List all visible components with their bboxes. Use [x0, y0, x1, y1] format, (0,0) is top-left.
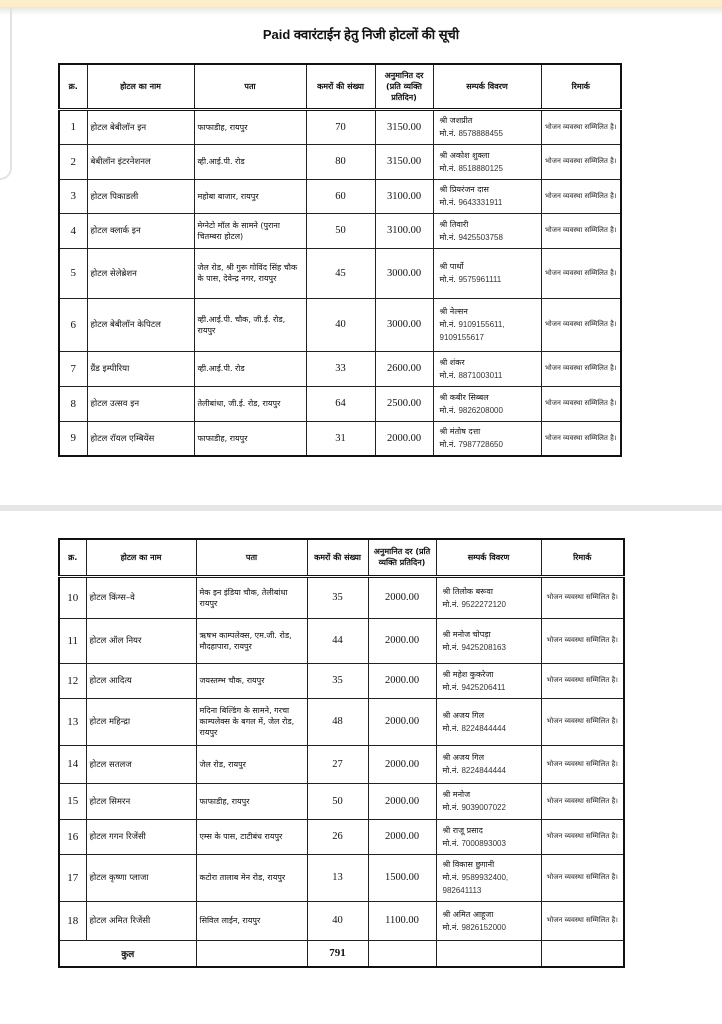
header-row	[59, 64, 621, 109]
mobile-prefix: मो.नं.	[439, 320, 456, 329]
table-row	[59, 576, 624, 618]
room-count: 60	[306, 179, 375, 213]
remark: भोजन व्यवस्था सम्मिलित है।	[541, 213, 621, 248]
total-empty-address	[196, 940, 307, 967]
serial-number: 7	[59, 351, 87, 386]
contact-name: श्री अजय गिल	[442, 753, 485, 762]
phone-number: 9575961111	[458, 275, 502, 284]
top-banner-strip	[0, 0, 722, 7]
rate-per-day: 2000.00	[368, 576, 436, 618]
room-count: 40	[307, 901, 368, 940]
contact-name: श्री विकास छुगानी	[442, 860, 495, 869]
header-rooms: कमरों की संख्या	[306, 64, 375, 109]
table-row	[59, 144, 621, 179]
hotel-name: होटल उत्सव इन	[87, 386, 194, 421]
remark: भोजन व्यवस्था सम्मिलित है।	[541, 144, 621, 179]
rate-per-day: 2000.00	[368, 663, 436, 698]
room-count: 13	[307, 854, 368, 901]
phone-number: 8871003011	[458, 370, 503, 380]
total-empty-contact	[436, 940, 541, 967]
contact-name: श्री अमित आहूजा	[442, 909, 494, 919]
contact-name: श्री अजय गिल	[442, 710, 485, 720]
hotel-name: बेबीलॉन इंटरनेशनल	[87, 144, 194, 179]
mobile-prefix: मो.नं.	[442, 599, 459, 609]
table-row	[59, 819, 624, 854]
contact-phone-line	[440, 369, 538, 382]
mobile-prefix: मो.नं.	[439, 129, 456, 138]
remark: भोजन व्यवस्था सम्मिलित है।	[541, 901, 624, 940]
contact-details	[436, 576, 541, 618]
phone-number: 9425208163	[461, 642, 506, 652]
header-rooms: कमरों की संख्या	[307, 539, 368, 576]
page-separator	[0, 505, 722, 511]
room-count: 50	[306, 213, 375, 248]
table-row	[59, 386, 621, 421]
hotel-address: जेल रोड, श्री गुरू गोविंद सिंह चौक के पास, देवेन्द्र नगर, रायपुर	[194, 248, 306, 298]
hotel-name: होटल बेबीलॉन इन	[87, 109, 194, 144]
rate-per-day: 1500.00	[368, 854, 436, 901]
table-row	[59, 783, 624, 819]
header-rate: अनुमानित दर (प्रति व्यक्ति प्रतिदिन)	[368, 539, 436, 576]
total-empty-remark	[541, 940, 624, 967]
mobile-prefix: मो.नं.	[442, 838, 459, 848]
mobile-prefix: मो.नं.	[439, 370, 456, 380]
phone-number: 9826208000	[458, 405, 503, 415]
hotel-name: होटल ऑल नियर	[86, 618, 196, 663]
header-address: पता	[196, 539, 307, 576]
contact-phone-line	[440, 318, 538, 331]
table-row	[59, 854, 624, 901]
contact-details	[436, 783, 541, 819]
total-rooms: 791	[307, 940, 368, 967]
contact-details	[436, 698, 541, 745]
hotel-address: एम्स के पास, टाटीबंध रायपुर	[196, 819, 307, 854]
hotel-address: तेलीबांधा, जी.ई. रोड, रायपुर	[194, 386, 306, 421]
serial-number: 1	[59, 109, 87, 144]
mobile-prefix: मो.नं.	[442, 873, 459, 882]
contact-details	[433, 298, 541, 351]
serial-number: 9	[59, 421, 87, 456]
hotel-name: होटल कृष्णा प्लाजा	[86, 854, 196, 901]
mobile-prefix: मो.नं.	[439, 440, 456, 450]
hotel-name: होटल सेलेब्रेशन	[87, 248, 194, 298]
room-count: 48	[307, 698, 368, 745]
serial-number: 17	[59, 854, 86, 901]
mobile-prefix: मो.नं.	[442, 642, 459, 652]
contact-phone-line	[443, 722, 538, 735]
serial-number: 14	[59, 745, 86, 783]
contact-phone-line	[443, 801, 538, 814]
mobile-prefix: मो.नं.	[442, 723, 459, 733]
hotel-address: फाफाडीह, रायपुर	[196, 783, 307, 819]
contact-name: श्री मनोज	[442, 790, 471, 799]
serial-number: 6	[59, 298, 87, 351]
contact-details	[433, 109, 541, 144]
hotel-address: ऋषभ काम्पलेक्स, एम.जी. रोड, मौदहापारा, रायपुर	[196, 618, 307, 663]
hotel-address: मदिना बिल्डिंग के सामने, गरचा काम्पलेक्स के बगल में, जेल रोड, रायपुर	[196, 698, 307, 745]
contact-phone-line	[440, 231, 538, 244]
contact-phone-line	[440, 162, 538, 175]
total-row	[59, 940, 624, 967]
hotel-name: होटल पिकाडली	[87, 179, 194, 213]
phone-number: 8578888455	[458, 129, 503, 138]
table-row	[59, 351, 621, 386]
rate-per-day: 3100.00	[375, 213, 433, 248]
phone-number: 8224844444	[461, 723, 506, 733]
contact-details	[433, 386, 541, 421]
contact-details	[436, 901, 541, 940]
room-count: 33	[306, 351, 375, 386]
contact-name: श्री महेश कुकरेजा	[442, 669, 494, 679]
contact-name: श्री जशप्रीत	[439, 116, 473, 125]
serial-number: 2	[59, 144, 87, 179]
remark: भोजन व्यवस्था सम्मिलित है।	[541, 386, 621, 421]
room-count: 45	[306, 248, 375, 298]
contact-name: श्री अकोश शुक्ला	[439, 150, 490, 160]
room-count: 26	[307, 819, 368, 854]
serial-number: 3	[59, 179, 87, 213]
mobile-prefix: मो.नं.	[442, 803, 459, 812]
hotel-address: जेल रोड, रायपुर	[196, 745, 307, 783]
hotel-name: होटल गगन रिजेंसी	[86, 819, 196, 854]
contact-phone-line	[440, 127, 538, 140]
contact-name: श्री मनोज चोपड़ा	[442, 629, 491, 639]
phone-number-2: 9109155617	[439, 333, 484, 342]
table-row	[59, 901, 624, 940]
table-row	[59, 248, 621, 298]
rate-per-day: 3150.00	[375, 109, 433, 144]
hotel-address: फाफाडीह, रायपुर	[194, 421, 306, 456]
rate-per-day: 2000.00	[368, 618, 436, 663]
contact-phone-line	[440, 196, 538, 209]
contact-name: श्री नेल्सन	[439, 307, 468, 316]
remark: भोजन व्यवस्था सम्मिलित है।	[541, 663, 624, 698]
phone-number: 7000893003	[461, 838, 506, 848]
rate-per-day: 3000.00	[375, 248, 433, 298]
header-remark: रिमार्क	[541, 64, 621, 109]
remark: भोजन व्यवस्था सम्मिलित है।	[541, 109, 621, 144]
hotel-name: होटल रॉयल एम्बियेंस	[87, 421, 194, 456]
rate-per-day: 2500.00	[375, 386, 433, 421]
header-remark: रिमार्क	[541, 539, 624, 576]
contact-details	[436, 745, 541, 783]
hotel-name: होटल सतलज	[86, 745, 196, 783]
contact-name: श्री तिवारी	[439, 219, 469, 229]
contact-phone-line	[443, 837, 538, 850]
hotel-table-page-2	[58, 538, 625, 968]
phone-number: 9643331911	[458, 198, 503, 207]
serial-number: 10	[59, 576, 86, 618]
room-count: 50	[307, 783, 368, 819]
mobile-prefix: मो.नं.	[439, 163, 456, 173]
page-title: Paid क्वारंटाईन हेतु निजी होटलों की सूची	[262, 27, 460, 42]
contact-phone-line	[443, 871, 538, 884]
mobile-prefix: मो.नं.	[442, 766, 459, 775]
room-count: 31	[306, 421, 375, 456]
rate-per-day: 2000.00	[368, 745, 436, 783]
phone-number-2: 982641113	[442, 886, 482, 895]
phone-number: 9589932400,	[461, 873, 509, 882]
contact-details	[436, 854, 541, 901]
room-count: 35	[307, 576, 368, 618]
table-row	[59, 698, 624, 745]
rate-per-day: 2000.00	[375, 421, 433, 456]
header-address: पता	[194, 64, 306, 109]
room-count: 35	[307, 663, 368, 698]
room-count: 44	[307, 618, 368, 663]
hotel-address: मेक इन इंडिया चौक, तेलीबांधा रायपुर	[196, 576, 307, 618]
contact-name: श्री पार्थो	[439, 262, 464, 271]
serial-number: 4	[59, 213, 87, 248]
header-name: होटल का नाम	[87, 64, 194, 109]
remark: भोजन व्यवस्था सम्मिलित है।	[541, 698, 624, 745]
remark: भोजन व्यवस्था सम्मिलित है।	[541, 298, 621, 351]
contact-details	[433, 144, 541, 179]
remark: भोजन व्यवस्था सम्मिलित है।	[541, 618, 624, 663]
contact-phone-line	[443, 921, 538, 934]
remark: भोजन व्यवस्था सम्मिलित है।	[541, 854, 624, 901]
hotel-table-page-1	[58, 63, 622, 457]
contact-name: श्री प्रियरंजन दास	[439, 185, 489, 194]
hotel-name: होटल आदित्य	[86, 663, 196, 698]
serial-number: 11	[59, 618, 86, 663]
room-count: 64	[306, 386, 375, 421]
mobile-prefix: मो.नं.	[442, 682, 459, 692]
header-contact: सम्पर्क विवरण	[433, 64, 541, 109]
serial-number: 16	[59, 819, 86, 854]
hotel-name: होटल क्लार्क इन	[87, 213, 194, 248]
table-row	[59, 213, 621, 248]
hotel-name: होटल बेबीलॉन केपिटल	[87, 298, 194, 351]
remark: भोजन व्यवस्था सम्मिलित है।	[541, 248, 621, 298]
mobile-prefix: मो.नं.	[439, 275, 456, 284]
phone-number: 9109155611,	[458, 320, 505, 329]
mobile-prefix: मो.नं.	[442, 922, 459, 932]
rate-per-day: 3000.00	[375, 298, 433, 351]
contact-phone-line	[440, 404, 538, 417]
table-row	[59, 618, 624, 663]
contact-details	[433, 351, 541, 386]
table-row	[59, 745, 624, 783]
room-count: 40	[306, 298, 375, 351]
contact-phone-line	[443, 641, 538, 654]
room-count: 70	[306, 109, 375, 144]
table-row	[59, 179, 621, 213]
contact-details	[436, 663, 541, 698]
rate-per-day: 2000.00	[368, 783, 436, 819]
table-row	[59, 663, 624, 698]
mobile-prefix: मो.नं.	[439, 232, 456, 242]
remark: भोजन व्यवस्था सम्मिलित है।	[541, 421, 621, 456]
phone-number: 9522272120	[461, 599, 506, 609]
hotel-name: होटल अमित रिजेंसी	[86, 901, 196, 940]
contact-details	[433, 213, 541, 248]
phone-number: 8518880125	[458, 163, 503, 173]
phone-number: 9425503758	[458, 232, 503, 242]
table-row	[59, 298, 621, 351]
hotel-address: महोबा बाजार, रायपुर	[194, 179, 306, 213]
serial-number: 18	[59, 901, 86, 940]
contact-phone-line	[440, 438, 538, 451]
contact-name: श्री कबीर सिब्बल	[439, 392, 489, 402]
room-count: 27	[307, 745, 368, 783]
hotel-address: मेग्नेटो मॉल के सामने (पुराना चितम्बरा होटल)	[194, 213, 306, 248]
contact-details	[433, 179, 541, 213]
hotel-address: कटोरा तालाब मेन रोड, रायपुर	[196, 854, 307, 901]
hotel-address: जयस्तम्भ चौक, रायपुर	[196, 663, 307, 698]
contact-details	[436, 618, 541, 663]
hotel-name: होटल सिमरन	[86, 783, 196, 819]
contact-name: श्री तिलोक बरूवा	[442, 586, 493, 596]
serial-number: 8	[59, 386, 87, 421]
hotel-address: व्ही.आई.पी. चौक, जी.ई. रोड, रायपुर	[194, 298, 306, 351]
rate-per-day: 3100.00	[375, 179, 433, 213]
contact-details	[433, 248, 541, 298]
mobile-prefix: मो.नं.	[439, 405, 456, 415]
serial-number: 15	[59, 783, 86, 819]
contact-name: श्री शंकर	[439, 357, 465, 367]
serial-number: 5	[59, 248, 87, 298]
header-sn: क्र.	[59, 64, 87, 109]
header-contact: सम्पर्क विवरण	[436, 539, 541, 576]
header-row	[59, 539, 624, 576]
remark: भोजन व्यवस्था सम्मिलित है।	[541, 745, 624, 783]
header-sn: क्र.	[59, 539, 86, 576]
contact-phone-line	[440, 273, 538, 286]
rate-per-day: 2000.00	[368, 819, 436, 854]
serial-number: 13	[59, 698, 86, 745]
contact-phone-line	[443, 764, 538, 777]
total-label: कुल	[59, 940, 196, 967]
contact-phone-line	[443, 598, 538, 611]
phone-number: 9425206411	[461, 682, 506, 692]
contact-details	[433, 421, 541, 456]
contact-phone-line	[443, 681, 538, 694]
header-rate: अनुमानित दर (प्रति व्यक्ति प्रतिदिन)	[375, 64, 433, 109]
remark: भोजन व्यवस्था सम्मिलित है।	[541, 783, 624, 819]
rate-per-day: 2000.00	[368, 698, 436, 745]
hotel-address: सिविल लाईन, रायपुर	[196, 901, 307, 940]
hotel-address: फाफाडीह, रायपुर	[194, 109, 306, 144]
phone-number: 8224844444	[461, 766, 506, 775]
contact-name: श्री राजू प्रसाद	[442, 825, 483, 835]
hotel-address: व्ही.आई.पी. रोड	[194, 351, 306, 386]
phone-number: 7987728650	[458, 440, 503, 450]
hotel-name: होटल महिन्द्रा	[86, 698, 196, 745]
rate-per-day: 3150.00	[375, 144, 433, 179]
contact-name: श्री मंतोष दत्ता	[439, 427, 481, 437]
top-shadow	[0, 7, 722, 15]
rate-per-day: 2600.00	[375, 351, 433, 386]
rate-per-day: 1100.00	[368, 901, 436, 940]
phone-number: 9039007022	[461, 803, 506, 812]
hotel-name: होटल किंग्स–वे	[86, 576, 196, 618]
phone-number: 9826152000	[461, 922, 506, 932]
hotel-address: व्ही.आई.पी. रोड	[194, 144, 306, 179]
hotel-name: ग्रैंड इम्पीरिया	[87, 351, 194, 386]
mobile-prefix: मो.नं.	[439, 198, 456, 207]
remark: भोजन व्यवस्था सम्मिलित है।	[541, 351, 621, 386]
remark: भोजन व्यवस्था सम्मिलित है।	[541, 576, 624, 618]
table-row	[59, 109, 621, 144]
room-count: 80	[306, 144, 375, 179]
contact-details	[436, 819, 541, 854]
remark: भोजन व्यवस्था सम्मिलित है।	[541, 819, 624, 854]
total-empty-rate	[368, 940, 436, 967]
header-name: होटल का नाम	[86, 539, 196, 576]
serial-number: 12	[59, 663, 86, 698]
remark: भोजन व्यवस्था सम्मिलित है।	[541, 179, 621, 213]
table-row	[59, 421, 621, 456]
